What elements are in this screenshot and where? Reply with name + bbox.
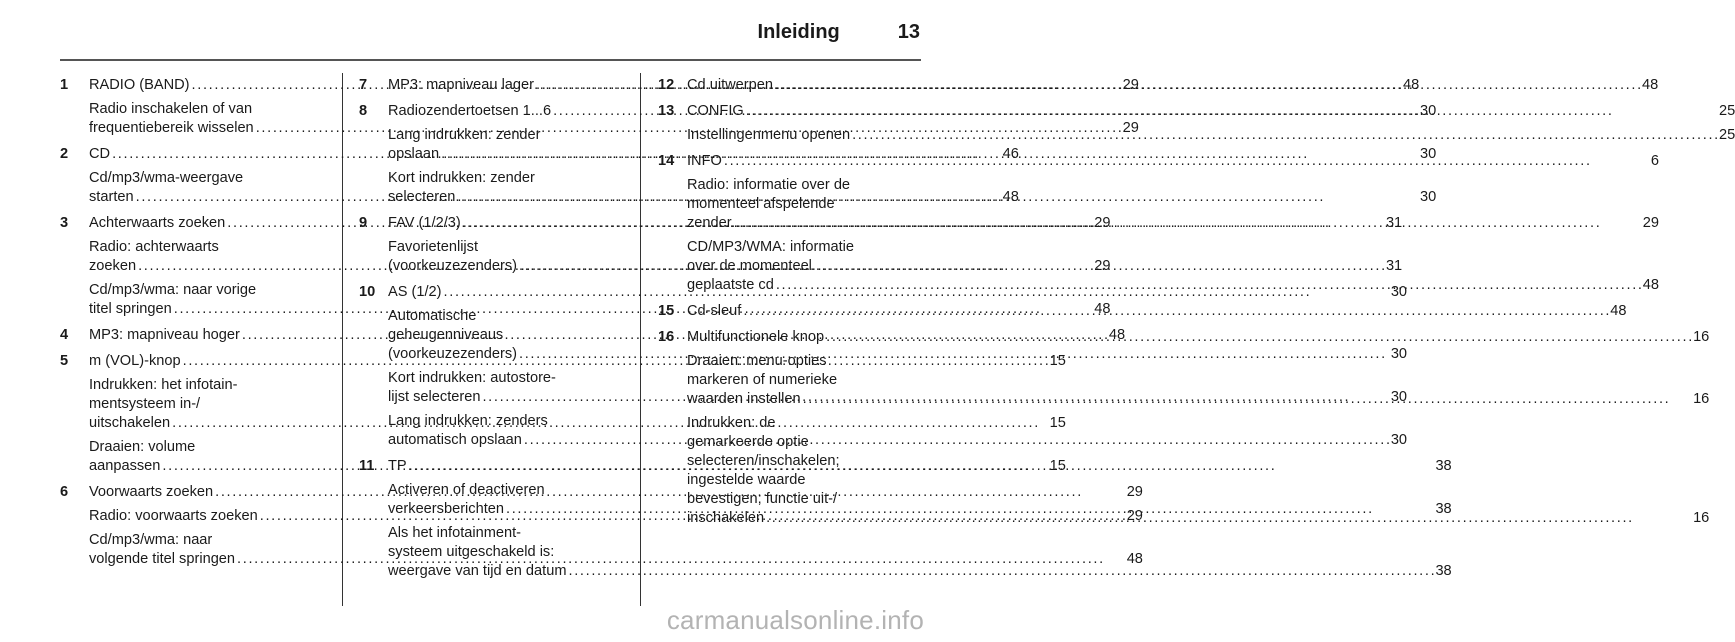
sub-entry-text: inschakelen [687, 510, 765, 526]
sub-entry-page: 15 [1049, 415, 1066, 431]
entry-page: 48 [1610, 303, 1627, 319]
entry-body [687, 302, 1627, 321]
sub-entry-page: 30 [1390, 389, 1408, 405]
entry-number: 8 [359, 103, 368, 119]
sub-entry-text: geheugenniveaus [388, 327, 504, 343]
entry-number: 10 [359, 284, 376, 300]
entry-label: RADIO (BAND) [89, 77, 190, 93]
index-entry [658, 302, 1627, 321]
sub-entry-text: ingestelde waarde [687, 472, 806, 488]
sub-entry-page: 48 [1126, 551, 1143, 567]
sub-entry-text: gemarkeerde optie [687, 434, 809, 450]
entry-line [687, 76, 1658, 95]
sub-entry-page: 30 [1390, 346, 1408, 362]
sub-entry-text: starten [89, 189, 134, 205]
sub-entry-page: 16 [1693, 510, 1710, 526]
sub-entry-text: Radio: informatie over de [687, 177, 851, 193]
dot-leader [724, 152, 1649, 171]
sub-entry-text: Cd/mp3/wma-weergave [89, 170, 244, 186]
entry-page: 29 [1126, 484, 1143, 500]
sub-entry-page: 38 [1435, 563, 1452, 579]
sub-entry-text: waarden instellen [687, 391, 801, 407]
entry-line [687, 102, 1735, 121]
entry-number: 9 [359, 215, 368, 231]
sub-entry-text: Cd/mp3/wma: naar vorige [89, 282, 257, 298]
entry-number: 13 [658, 103, 675, 119]
sub-entry-text: Radio inschakelen of van [89, 101, 253, 117]
sub-entry-text: lijst selecteren [388, 389, 481, 405]
sub-entry-page: 48 [1002, 189, 1019, 205]
sub-entry-text: bevestigen; functie uit-/ [687, 491, 838, 507]
sub-entry-text: systeem uitgeschakeld is: [388, 544, 555, 560]
sub-entry-page: 48 [1642, 277, 1660, 293]
entry-page: 31 [1385, 215, 1403, 231]
entry-line [687, 152, 1659, 171]
sub-entry [687, 126, 1735, 145]
entry-line [687, 328, 1709, 347]
sub-entry-text: CD/MP3/WMA: informatie [687, 239, 855, 255]
entry-body [687, 152, 1659, 295]
sub-entry-text: aanpassen [89, 458, 161, 474]
entry-label: Achterwaarts zoeken [89, 215, 226, 231]
sub-entry-text: uitschakelen [89, 415, 171, 431]
sub-entry-page: 29 [1122, 120, 1139, 136]
entry-number: 12 [658, 77, 675, 93]
sub-entry-text: mentsysteem in-/ [89, 396, 201, 412]
dot-leader [776, 276, 1641, 295]
entry-number: 3 [60, 215, 69, 231]
entry-page: 48 [1402, 77, 1420, 93]
sub-entry-line [687, 390, 1709, 409]
entry-number: 6 [60, 484, 69, 500]
sub-entry-text: opslaan [388, 146, 440, 162]
sub-entry-text: Kort indrukken: zender [388, 170, 535, 186]
sub-entry-text: (voorkeuzezenders) [388, 346, 517, 362]
sub-entry [687, 238, 1659, 295]
page-title: Inleiding [757, 20, 840, 43]
sub-entry-line [388, 562, 1452, 581]
sub-entry-text: verkeersberichten [388, 501, 504, 517]
sub-entry-text: Lang indrukken: zenders [388, 413, 548, 429]
entry-number: 4 [60, 327, 69, 343]
sub-entry-text: Automatische [388, 308, 477, 324]
sub-entry-text: Cd/mp3/wma: naar [89, 532, 213, 548]
sub-entry-text: momenteel afspelende [687, 196, 835, 212]
sub-entry-text: Als het infotainment- [388, 525, 522, 541]
entry-body [687, 102, 1735, 145]
sub-entry [687, 352, 1709, 409]
watermark: carmanualsonline.info [666, 605, 924, 635]
entry-number: 5 [60, 353, 69, 369]
sub-entry-page: 30 [1420, 189, 1437, 205]
dot-leader [568, 562, 1433, 581]
sub-entry-text: titel springen [89, 301, 172, 317]
dot-leader [746, 102, 1717, 121]
sub-entry-page: 25 [1719, 127, 1735, 143]
entry-number: 1 [60, 77, 69, 93]
entry-label: FAV (1/2/3) [388, 215, 461, 231]
entry-page: 48 [1108, 327, 1126, 343]
page-number: 13 [897, 20, 920, 43]
entry-page: 29 [1122, 77, 1139, 93]
sub-entry-text: selecteren [388, 189, 456, 205]
entry-page: 15 [1049, 353, 1066, 369]
sub-entry-line [687, 126, 1735, 145]
entry-page: 6 [1650, 153, 1660, 169]
entry-page: 16 [1693, 329, 1710, 345]
sub-entry-page: 29 [1094, 258, 1111, 274]
sub-entry-text: zender [687, 215, 732, 231]
sub-entry-text: Draaien: volume [89, 439, 196, 455]
sub-entry-page: 48 [1094, 301, 1111, 317]
sub-entry-text: Indrukken: het infotain- [89, 377, 238, 393]
sub-entry-text: Indrukken: de [687, 415, 776, 431]
sub-entry-text: markeren of numerieke [687, 372, 838, 388]
sub-entry-text: geplaatste cd [687, 277, 774, 293]
entry-label: INFO [687, 153, 722, 169]
entry-body [687, 76, 1658, 95]
sub-entry-page: 16 [1693, 391, 1710, 407]
entry-page: 46 [1002, 146, 1019, 162]
entry-label: MP3: mapniveau lager [388, 77, 535, 93]
sub-entry-text: Lang indrukken: zender [388, 127, 541, 143]
entry-body [687, 328, 1709, 528]
entry-number: 11 [359, 458, 375, 474]
sub-entry-line [687, 509, 1709, 528]
sub-entry-page: 30 [1420, 146, 1437, 162]
sub-entry-text: Radio: voorwaarts zoeken [89, 508, 258, 524]
sub-entry-text: frequentiebereik wisselen [89, 120, 254, 136]
sub-entry-text: Instellingenmenu openen [687, 127, 851, 143]
entry-label: AS (1/2) [388, 284, 442, 300]
entry-label: Multifunctionele knop [687, 329, 825, 345]
sub-entry-page: 38 [1435, 501, 1452, 517]
sub-entry-text: Kort indrukken: autostore- [388, 370, 556, 386]
entry-page: 38 [1435, 458, 1452, 474]
dot-leader [826, 328, 1691, 347]
sub-entry-line [687, 276, 1659, 295]
header-rule [60, 59, 921, 61]
entry-label: CD [89, 146, 111, 162]
entry-number: 14 [658, 153, 675, 169]
entry-page: 25 [1719, 103, 1735, 119]
sub-entry-text: selecteren/inschakelen; [687, 453, 840, 469]
sub-entry-text: Activeren of deactiveren [388, 482, 545, 498]
entry-page: 29 [1094, 215, 1111, 231]
dot-leader [743, 302, 1608, 321]
entry-number: 16 [658, 329, 675, 345]
dot-leader [766, 509, 1691, 528]
sub-entry-text: weergave van tijd en datum [388, 563, 567, 579]
sub-entry-text: volgende titel springen [89, 551, 236, 567]
dot-leader [775, 76, 1640, 95]
entry-line [687, 302, 1627, 321]
page-header [60, 18, 920, 46]
sub-entry-page: 29 [1642, 215, 1660, 231]
sub-entry-text: Radio: achterwaarts [89, 239, 219, 255]
sub-entry-text: automatisch opslaan [388, 432, 522, 448]
dot-leader [734, 214, 1641, 233]
entry-number: 2 [60, 146, 69, 162]
dot-leader [803, 390, 1691, 409]
sub-entry-page: 29 [1126, 508, 1143, 524]
sub-entry-text: (voorkeuzezenders) [388, 258, 517, 274]
entry-label: Cd-sleuf [687, 303, 742, 319]
sub-entry-page: 30 [1390, 432, 1408, 448]
entry-label: m (VOL)-knop [89, 353, 181, 369]
dot-leader [852, 126, 1717, 145]
sub-entry [687, 176, 1659, 233]
entry-number: 15 [658, 303, 675, 319]
entry-label: CONFIG [687, 103, 744, 119]
sub-entry-line [687, 214, 1659, 233]
entry-page: 30 [1420, 103, 1437, 119]
sub-entry-page: 15 [1049, 458, 1066, 474]
sub-entry-text: over de momenteel [687, 258, 812, 274]
entry-label: Radiozendertoetsen 1...6 [388, 103, 552, 119]
sub-entry-text: Draaien: menu-opties [687, 353, 827, 369]
entry-page: 30 [1390, 284, 1408, 300]
entry-number: 7 [359, 77, 368, 93]
sub-entry-page: 31 [1385, 258, 1403, 274]
sub-entry [687, 414, 1709, 528]
entry-label: Voorwaarts zoeken [89, 484, 214, 500]
entry-label: MP3: mapniveau hoger [89, 327, 240, 343]
entry-label: TP [388, 458, 407, 474]
entry-page: 48 [1641, 77, 1659, 93]
sub-entry-text: zoeken [89, 258, 137, 274]
sub-entry-text: Favorietenlijst [388, 239, 479, 255]
entry-label: Cd uitwerpen [687, 77, 773, 93]
